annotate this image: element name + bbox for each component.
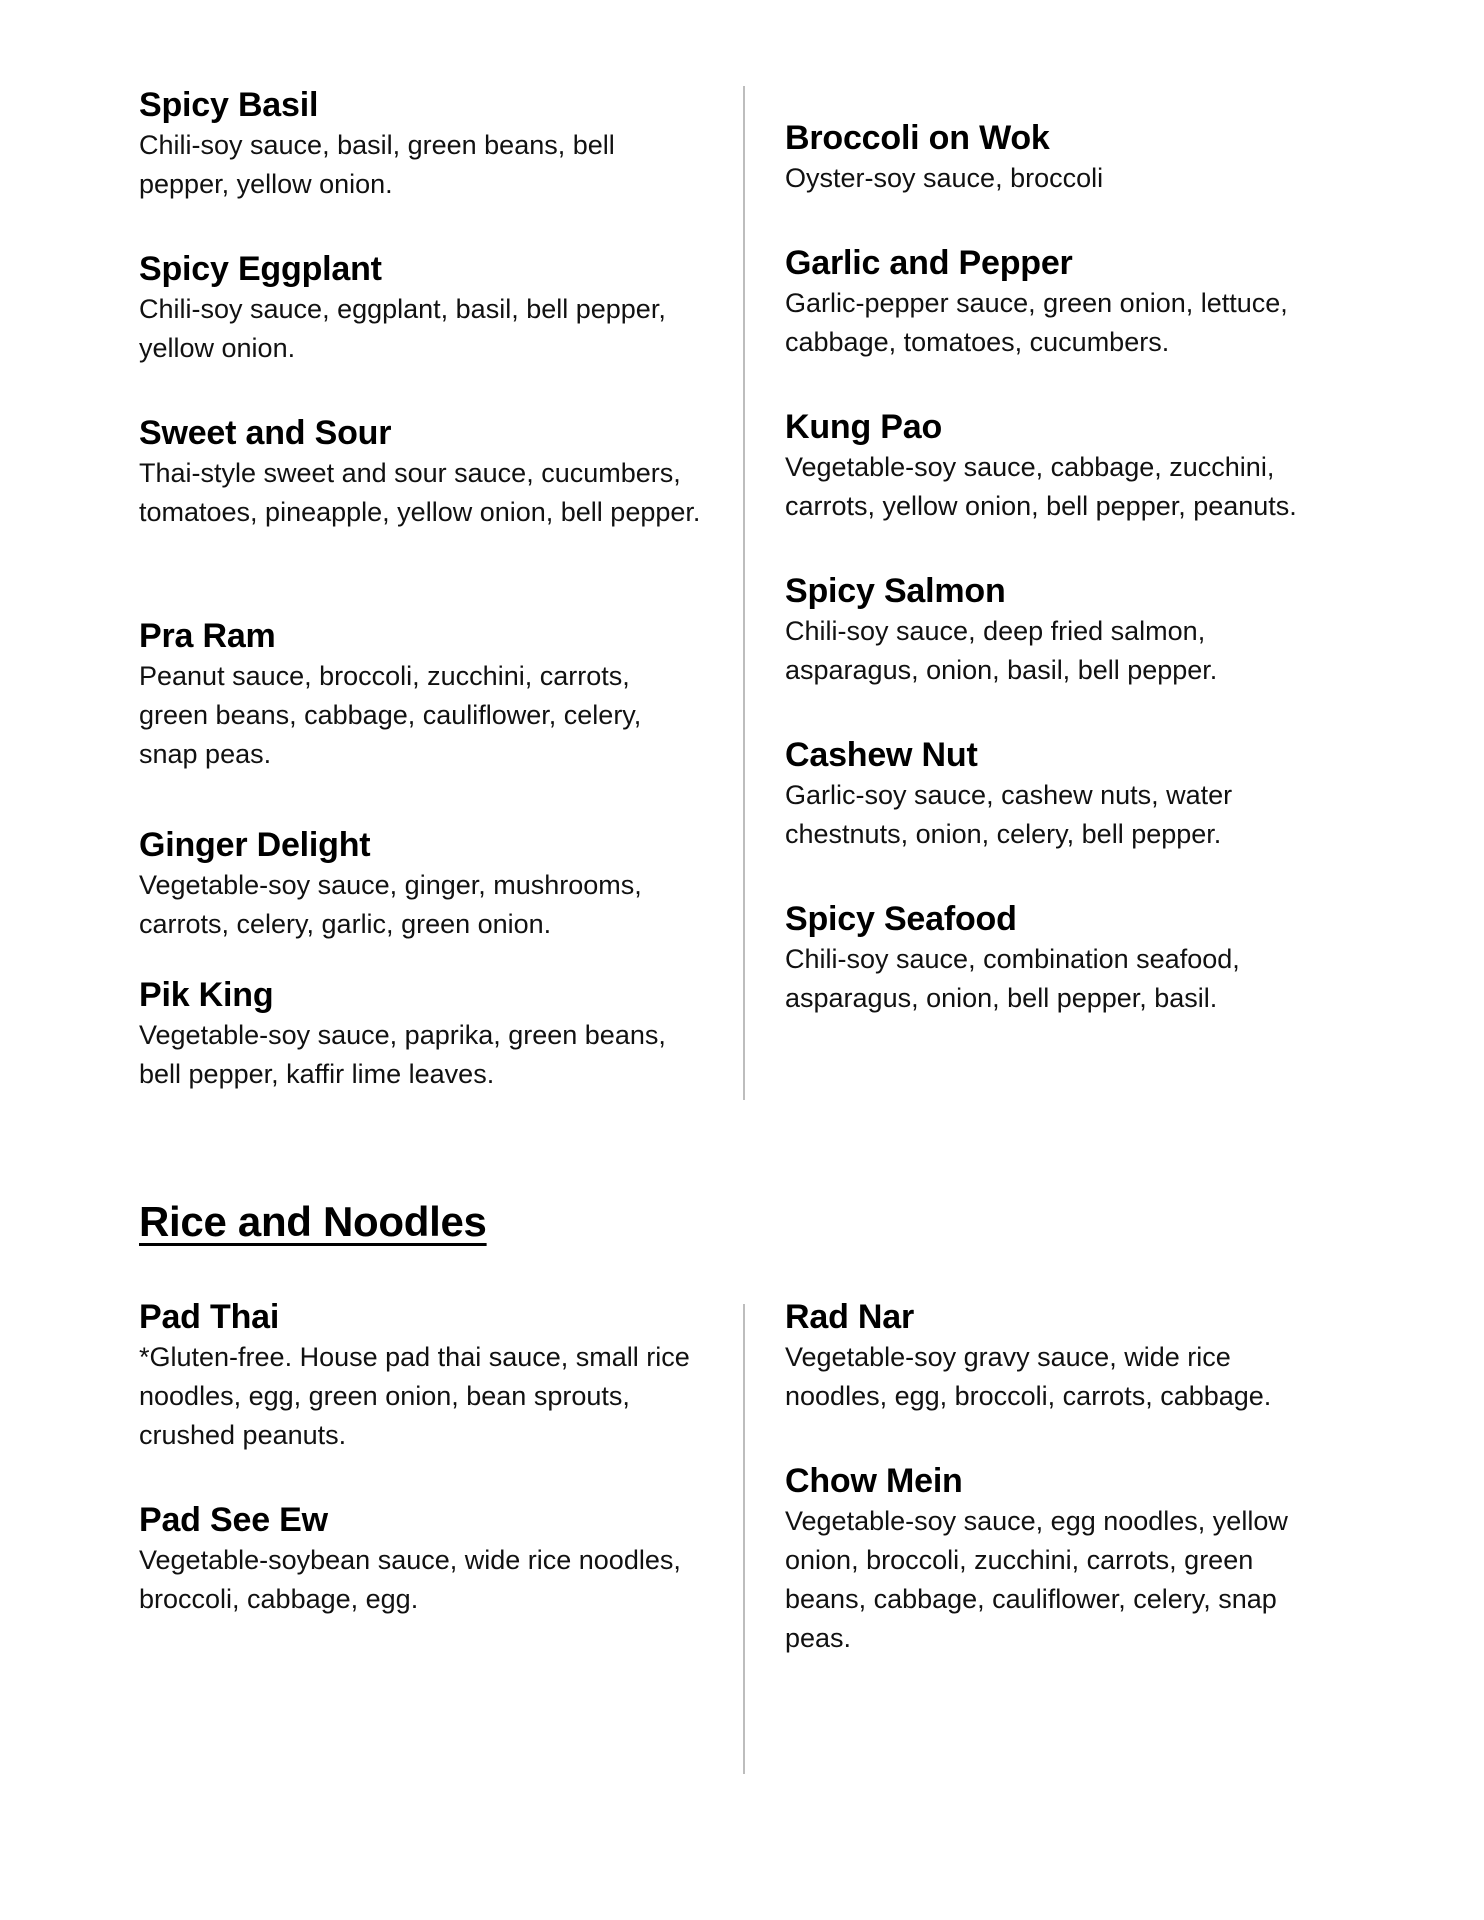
item-name: Spicy Eggplant — [139, 250, 382, 288]
item-name: Pra Ram — [139, 617, 276, 655]
item-description: Oyster-soy sauce, broccoli — [785, 163, 1104, 193]
menu-item-pad-thai — [139, 1296, 739, 1455]
item-description: Chili-soy sauce, deep fried salmon, asparagus, onion, basil, bell pepper. — [785, 616, 1218, 685]
menu-item-rad-nar — [785, 1296, 1385, 1416]
item-description: Garlic-pepper sauce, green onion, lettuce, cabbage, tomatoes, cucumbers. — [785, 288, 1288, 357]
item-description: Vegetable-soy gravy sauce, wide rice noodles, egg, broccoli, carrots, cabbage. — [785, 1342, 1272, 1411]
menu-item-chow-mein — [785, 1460, 1385, 1658]
item-description: Garlic-soy sauce, cashew nuts, water chestnuts, onion, celery, bell pepper. — [785, 780, 1233, 849]
column-divider-bottom — [743, 1304, 745, 1774]
item-name: Chow Mein — [785, 1462, 963, 1500]
column-divider-top — [743, 86, 745, 1100]
item-description: Chili-soy sauce, basil, green beans, bell pepper, yellow onion. — [139, 130, 615, 199]
item-description: Thai-style sweet and sour sauce, cucumbers, tomatoes, pineapple, yellow onion, bell pepper. — [139, 458, 701, 527]
menu-item-spicy-salmon — [785, 570, 1385, 690]
menu-item-cashew-nut — [785, 734, 1385, 854]
menu-item-spicy-seafood — [785, 898, 1385, 1018]
item-name: Pik King — [139, 976, 274, 1014]
item-name: Rad Nar — [785, 1298, 914, 1336]
section-heading-rice-noodles: Rice and Noodles — [139, 1198, 487, 1245]
item-name: Kung Pao — [785, 408, 943, 446]
item-description: Peanut sauce, broccoli, zucchini, carrots, green beans, cabbage, cauliflower, celery, snap peas. — [139, 661, 642, 769]
menu-item-pra-ram — [139, 615, 739, 774]
item-description: Chili-soy sauce, combination seafood, asparagus, onion, bell pepper, basil. — [785, 944, 1240, 1013]
item-name: Cashew Nut — [785, 736, 978, 774]
item-name: Pad Thai — [139, 1298, 280, 1336]
menu-item-pik-king — [139, 974, 739, 1094]
item-name: Ginger Delight — [139, 826, 371, 864]
item-name: Sweet and Sour — [139, 414, 392, 452]
menu-item-pad-see-ew — [139, 1499, 739, 1619]
menu-item-sweet-and-sour — [139, 412, 739, 532]
item-description: Vegetable-soy sauce, paprika, green beans, bell pepper, kaffir lime leaves. — [139, 1020, 666, 1089]
menu-item-ginger-delight — [139, 824, 739, 944]
item-name: Spicy Basil — [139, 86, 319, 124]
menu-item-garlic-and-pepper — [785, 242, 1385, 362]
item-description: Vegetable-soybean sauce, wide rice noodles, broccoli, cabbage, egg. — [139, 1545, 681, 1614]
item-name: Spicy Salmon — [785, 572, 1006, 610]
item-name: Broccoli on Wok — [785, 119, 1050, 157]
item-name: Spicy Seafood — [785, 900, 1017, 938]
item-description: Chili-soy sauce, eggplant, basil, bell pepper, yellow onion. — [139, 294, 666, 363]
item-name: Pad See Ew — [139, 1501, 328, 1539]
item-description: Vegetable-soy sauce, cabbage, zucchini, carrots, yellow onion, bell pepper, peanuts. — [785, 452, 1297, 521]
item-description: *Gluten-free. House pad thai sauce, small rice noodles, egg, green onion, bean sprouts, crushed peanuts. — [139, 1342, 690, 1450]
menu-item-kung-pao — [785, 406, 1385, 526]
menu-item-spicy-basil — [139, 84, 739, 204]
item-description: Vegetable-soy sauce, egg noodles, yellow onion, broccoli, zucchini, carrots, green beans, cabbage, cauliflower, celery, snap peas. — [785, 1506, 1288, 1653]
item-name: Garlic and Pepper — [785, 244, 1073, 282]
menu-item-spicy-eggplant — [139, 248, 739, 368]
item-description: Vegetable-soy sauce, ginger, mushrooms, carrots, celery, garlic, green onion. — [139, 870, 642, 939]
menu-item-broccoli-on-wok — [785, 117, 1385, 198]
